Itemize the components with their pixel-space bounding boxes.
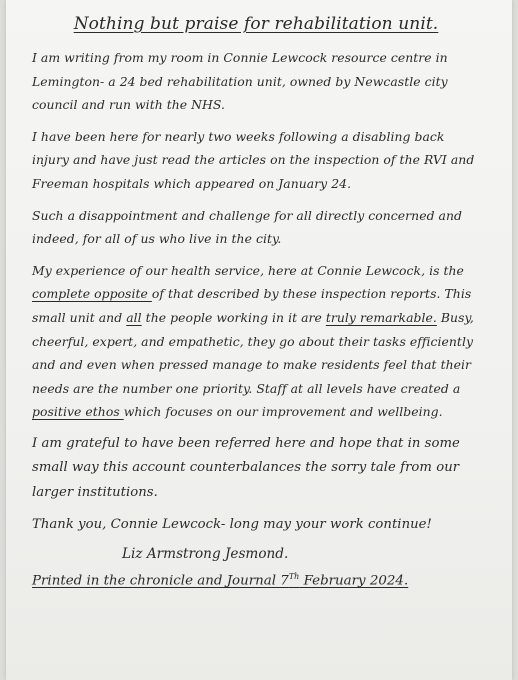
- paragraph-experience: [32, 259, 480, 424]
- signature: Liz Armstrong Jesmond.: [122, 545, 289, 562]
- letter-content: [32, 14, 480, 588]
- paragraph-intro: I am writing from my room in Connie Lewcock resource centre in Lemington- a 24 bed rehabilitation unit, owned by Newcastle city council and run with the NHS.: [32, 50, 448, 113]
- text-span: which focuses on our improvement and wellbeing.: [123, 404, 443, 420]
- text-span: the people working in it are: [141, 309, 326, 325]
- paragraph-background: I have been here for nearly two weeks following a disabling back injury and have just read the articles on the inspection of the RVI and Freeman hospitals which appeared on January 24.: [32, 128, 475, 191]
- text-span: Busy, cheerful, expert, and empathetic, they go about their tasks efficiently and and even when pressed manage to make residents feel that their needs are the number one priority. Staff at all levels have created a: [32, 309, 474, 396]
- paragraph-thanks: Thank you, Connie Lewcock- long may your work continue!: [32, 517, 432, 533]
- underlined-phrase: positive ethos: [32, 404, 124, 420]
- publication-text: Printed in the chronicle and Journal 7: [32, 573, 289, 589]
- letter-page: [6, 0, 512, 680]
- underlined-phrase: all: [126, 309, 142, 325]
- publication-note: [32, 572, 480, 588]
- text-span: of that described by these inspection reports. This small unit and: [32, 286, 472, 325]
- underlined-phrase: truly remarkable.: [325, 309, 437, 325]
- publication-text: February 2024.: [299, 573, 409, 589]
- text-span: My experience of our health service, here at Connie Lewcock, is the: [32, 262, 464, 278]
- ordinal-suffix: Th: [288, 571, 300, 581]
- letter-title: Nothing but praise for rehabilitation unit.: [73, 14, 439, 34]
- underlined-phrase: complete opposite: [32, 286, 152, 302]
- paragraph-gratitude: I am grateful to have been referred here and hope that in some small way this account counterbalances the sorry tale from our larger institutions.: [32, 435, 460, 500]
- paragraph-disappointment: Such a disappointment and challenge for all directly concerned and indeed, for all of us who live in the city.: [32, 207, 462, 247]
